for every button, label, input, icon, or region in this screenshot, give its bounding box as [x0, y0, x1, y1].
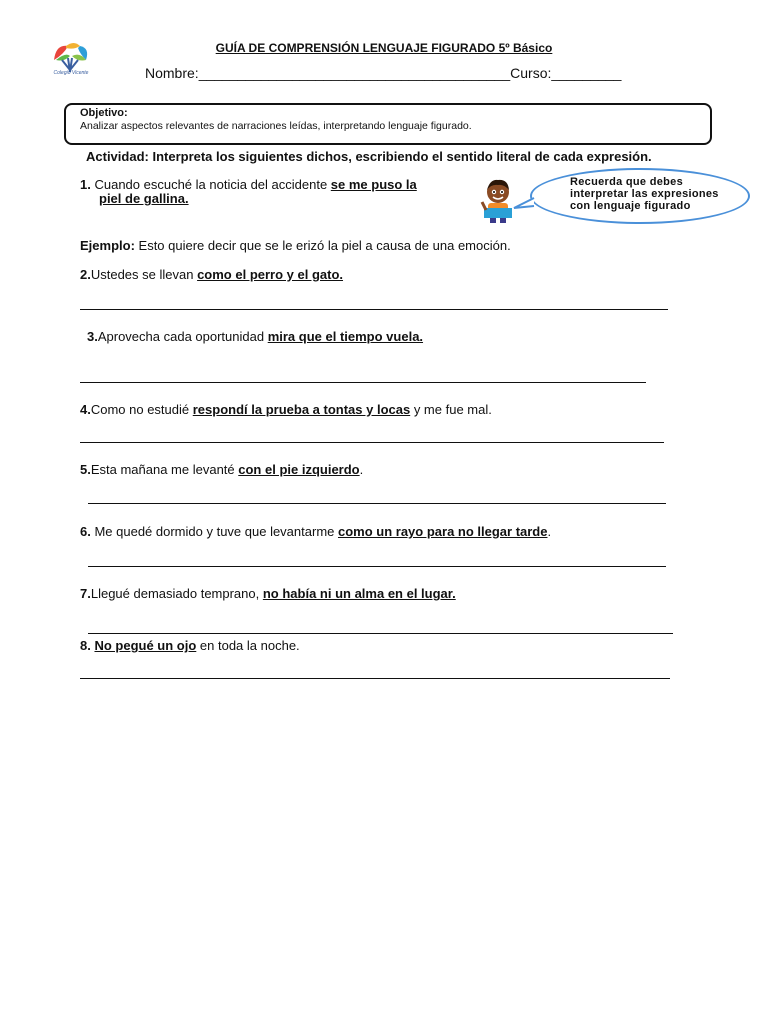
- name-blank: ________________________________________: [198, 65, 511, 81]
- answer-line-3[interactable]: [80, 382, 646, 383]
- question-number: 2.: [80, 267, 91, 282]
- question-number: 5.: [80, 462, 91, 477]
- question-text: Llegué demasiado temprano,: [90, 586, 263, 601]
- question-8: [80, 638, 300, 653]
- student-info-line: [145, 65, 621, 81]
- bubble-tail: [512, 196, 536, 212]
- question-3: [87, 329, 423, 344]
- question-1: [80, 177, 417, 192]
- question-text: Esta mañana me levanté: [90, 462, 239, 477]
- page-title: GUÍA DE COMPRENSIÓN LENGUAJE FIGURADO 5º Básico: [215, 41, 553, 55]
- activity-instruction: Actividad: Interpreta los siguientes dichos, escribiendo el sentido literal de cada expresión.: [86, 149, 652, 164]
- question-text: Me quedé dormido y tuve que levantarme: [90, 524, 338, 539]
- question-text: en toda la noche.: [196, 638, 300, 653]
- question-1-cont: [99, 191, 189, 206]
- example-text: Esto quiere decir que se le erizó la piel a causa de una emoción.: [134, 238, 511, 253]
- answer-line-5[interactable]: [88, 503, 666, 504]
- figurative-phrase: piel de gallina.: [99, 191, 189, 206]
- figurative-phrase: respondí la prueba a tontas y locas: [192, 402, 411, 417]
- question-7: [80, 586, 456, 601]
- name-label: Nombre:: [145, 65, 199, 81]
- figurative-phrase: mira que el tiempo vuela.: [267, 329, 424, 344]
- objective-text: Analizar aspectos relevantes de narraciones leídas, interpretando lenguaje figurado.: [80, 120, 472, 132]
- figurative-phrase: como un rayo para no llegar tarde: [337, 524, 548, 539]
- question-number: 6.: [80, 524, 91, 539]
- question-text: Como no estudié: [90, 402, 193, 417]
- question-number: 7.: [80, 586, 91, 601]
- question-text: .: [547, 524, 552, 539]
- course-label: Curso:: [510, 65, 552, 81]
- example-label: Ejemplo:: [80, 238, 135, 253]
- question-5: [80, 462, 363, 477]
- figurative-phrase: no había ni un alma en el lugar.: [262, 586, 456, 601]
- answer-line-2[interactable]: [80, 309, 668, 310]
- question-2: [80, 267, 343, 282]
- figurative-phrase: con el pie izquierdo: [238, 462, 360, 477]
- question-6: [80, 524, 551, 539]
- objective-title: Objetivo:: [80, 107, 128, 119]
- course-blank: _________: [551, 65, 622, 81]
- question-number: 8.: [80, 638, 91, 653]
- figurative-phrase: No pegué un ojo: [94, 638, 197, 653]
- answer-line-4[interactable]: [80, 442, 664, 443]
- question-text: Ustedes se llevan: [90, 267, 198, 282]
- logo-label: Colegio Vicente: [53, 70, 89, 76]
- question-number: 4.: [80, 402, 91, 417]
- figurative-phrase: como el perro y el gato.: [197, 267, 344, 282]
- figurative-phrase: se me puso la: [330, 177, 417, 192]
- question-text: Aprovecha cada oportunidad: [97, 329, 268, 344]
- question-text: y me fue mal.: [410, 402, 492, 417]
- example: [80, 238, 511, 253]
- question-number: 3.: [87, 329, 98, 344]
- answer-line-8[interactable]: [80, 678, 670, 679]
- question-text: .: [359, 462, 364, 477]
- question-number: 1.: [80, 177, 91, 192]
- tip-text: Recuerda que debes interpretar las expresiones con lenguaje figurado: [570, 176, 719, 212]
- answer-line-6[interactable]: [88, 566, 666, 567]
- question-4: [80, 402, 492, 417]
- answer-line-7[interactable]: [88, 633, 673, 634]
- question-text: Cuando escuché la noticia del accidente: [94, 177, 331, 192]
